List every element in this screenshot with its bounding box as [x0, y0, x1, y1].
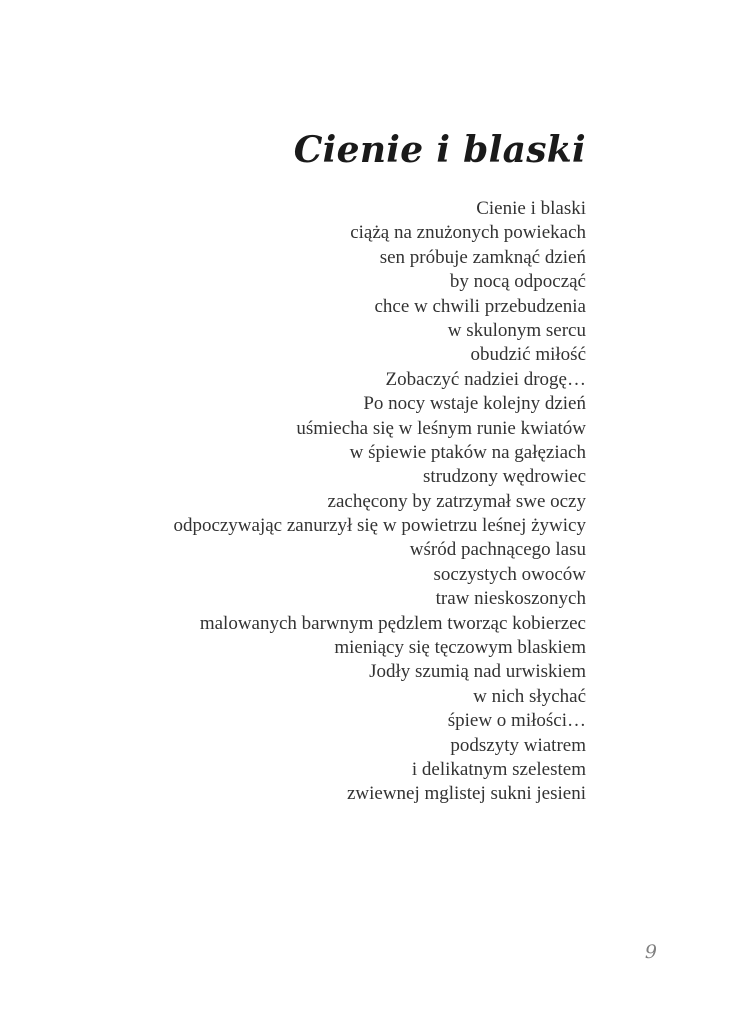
poem-line: odpoczywając zanurzył się w powietrzu leśnej żywicy: [173, 515, 586, 537]
poem-line: w skulonym sercu: [447, 319, 586, 341]
poem-line: by nocą odpocząć: [449, 271, 586, 293]
poem-line: mieniący się tęczowym blaskiem: [334, 637, 586, 659]
poem-line: malowanych barwnym pędzlem tworząc kobierzec: [199, 612, 586, 634]
poem-line: w śpiewie ptaków na gałęziach: [349, 441, 586, 463]
poem-body: [173, 197, 586, 807]
poem-line: Zobaczyć nadziei drogę…: [385, 368, 586, 390]
poem-line: traw nieskoszonych: [435, 588, 586, 610]
poem-line: chce w chwili przebudzenia: [374, 295, 586, 317]
poem-line: wśród pachnącego lasu: [409, 539, 586, 561]
poem-line: i delikatnym szelestem: [411, 758, 586, 780]
poem-line: zwiewnej mglistej sukni jesieni: [346, 783, 586, 805]
poem-line: Po nocy wstaje kolejny dzień: [363, 393, 586, 415]
poem-line: Cienie i blaski: [476, 198, 586, 219]
poem-line: zachęcony by zatrzymał swe oczy: [327, 490, 586, 512]
poem-line: podszyty wiatrem: [450, 734, 586, 756]
poem-line: soczystych owoców: [433, 563, 586, 585]
poem-line: uśmiecha się w leśnym runie kwiatów: [296, 417, 586, 439]
poem-title: Cienie i blaski: [293, 129, 586, 172]
poem-line: ciążą na znużonych powiekach: [350, 222, 586, 244]
page-number: 9: [644, 941, 657, 963]
poem-line: obudzić miłość: [470, 344, 586, 366]
poem-line: sen próbuje zamknąć dzień: [379, 246, 586, 268]
poem-line: w nich słychać: [473, 685, 586, 707]
poem-line: strudzony wędrowiec: [422, 466, 586, 488]
poem-line: Jodły szumią nad urwiskiem: [369, 661, 586, 683]
poem-line: śpiew o miłości…: [447, 710, 586, 732]
